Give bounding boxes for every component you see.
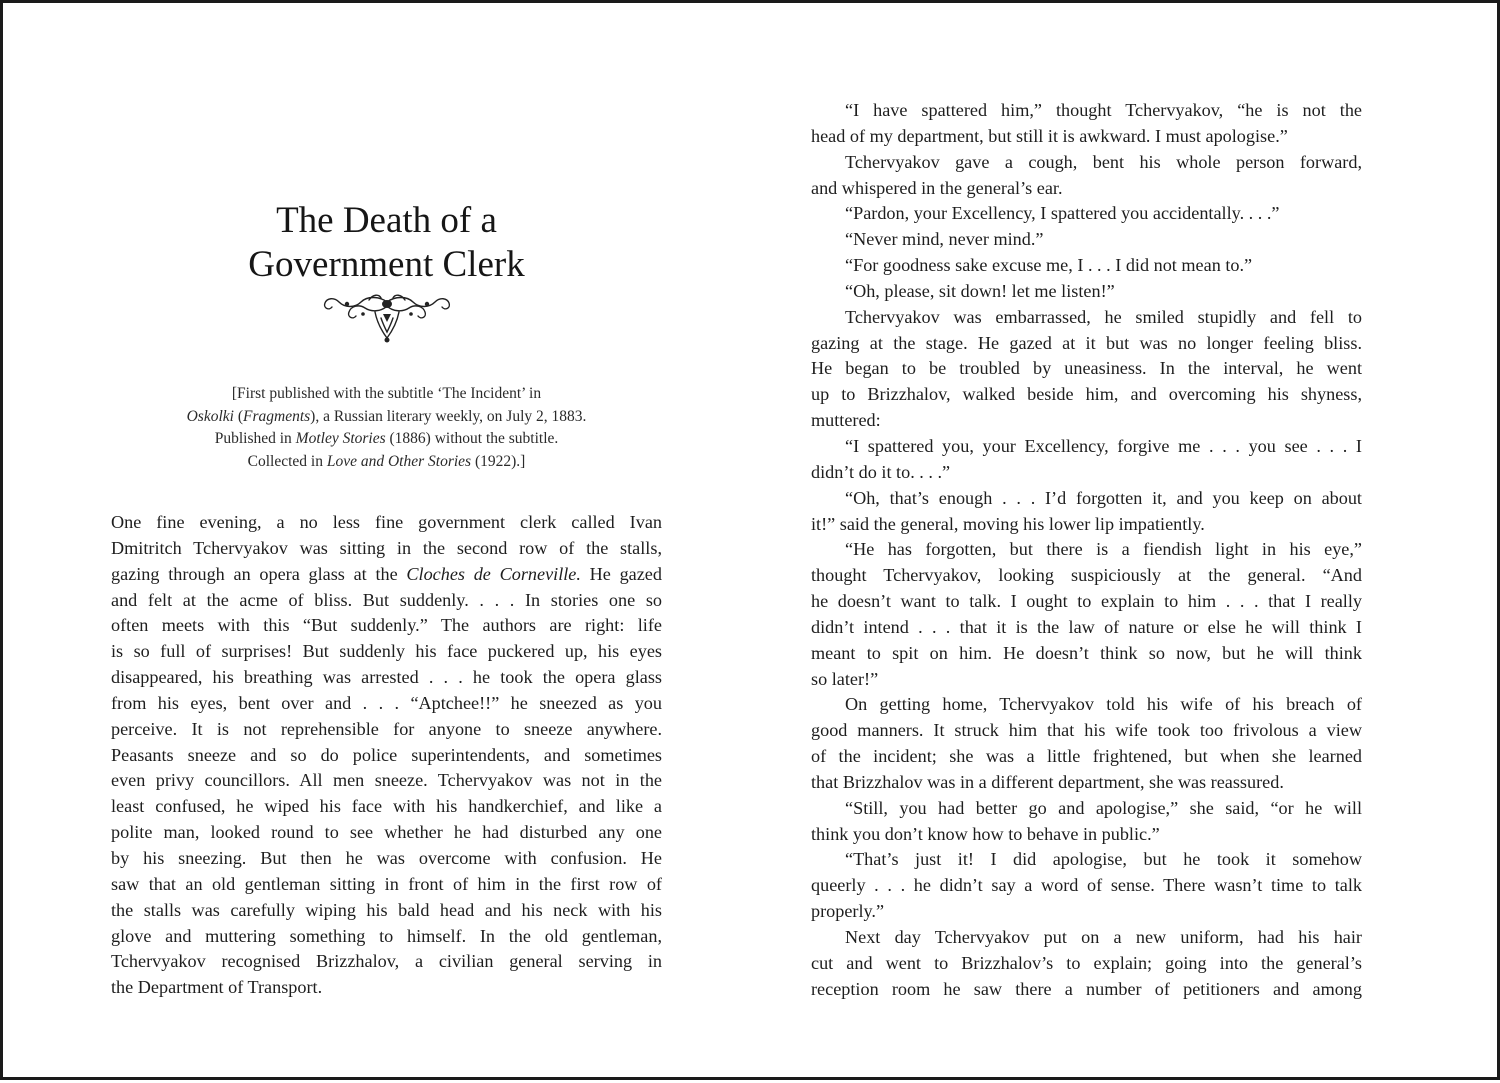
text-line: Dmitritch Tchervyakov was sitting in the second row of the stalls,	[111, 537, 662, 558]
text-line: Tchervyakov recognised Brizzhalov, a civilian general serving in	[111, 951, 662, 972]
text-line: “For goodness sake excuse me, I . . . I did not mean to.”	[845, 255, 1253, 276]
text-line: saw that an old gentleman sitting in front of him in the first row of	[111, 873, 662, 894]
text-line: reception room he saw there a number of petitioners and among	[811, 978, 1362, 999]
text-line: “That’s just it! I did apologise, but he took it somehow	[845, 849, 1362, 870]
text-line: that Brizzhalov was in a different department, she was reassured.	[811, 771, 1284, 792]
text-line: head of my department, but still it is awkward. I must apologise.”	[811, 125, 1288, 146]
note-text: Collected in	[247, 452, 327, 470]
story-title-line-2: Government Clerk	[248, 244, 525, 285]
text-line: least confused, he wiped his face with his handkerchief, and like a	[111, 796, 662, 817]
text-line: meant to spit on him. He doesn’t think so now, but he will think	[811, 642, 1362, 663]
note-line	[111, 428, 662, 451]
text-italic: Cloches de Corneville.	[406, 563, 581, 584]
text-line: Tchervyakov gave a cough, bent his whole person forward,	[845, 151, 1362, 172]
left-page	[111, 3, 662, 1083]
text-line: “I have spattered him,” thought Tchervyakov, “he is not the	[845, 100, 1362, 120]
publication-note	[111, 383, 662, 473]
text-line: think you don’t know how to behave in public.”	[811, 823, 1160, 844]
text-line: “Oh, please, sit down! let me listen!”	[845, 280, 1115, 301]
text-fragment: He gazed	[580, 563, 662, 584]
note-italic: Love and Other Stories	[326, 452, 472, 470]
text-line: the stalls was carefully wiping his bald head and his neck with his	[111, 899, 662, 920]
text-line: “He has forgotten, but there is a fiendish light in his eye,”	[845, 539, 1362, 560]
text-line: On getting home, Tchervyakov told his wife of his breach of	[845, 694, 1362, 715]
right-body-text	[811, 98, 1362, 1003]
text-line: often meets with this “But suddenly.” The authors are right: life	[111, 615, 662, 636]
text-line: muttered:	[811, 410, 881, 431]
note-text: (1922).]	[471, 452, 526, 470]
text-line: and felt at the acme of bliss. But suddenly. . . . In stories one so	[111, 589, 662, 610]
text-line: cut and went to Brizzhalov’s to explain; going into the general’s	[811, 952, 1362, 973]
text-line: good manners. It struck him that his wife took too frivolous a view	[811, 720, 1362, 741]
text-line: properly.”	[811, 901, 885, 922]
text-line: from his eyes, bent over and . . . “Aptchee!!” he sneezed as you	[111, 692, 662, 713]
text-line: disappeared, his breathing was arrested . . . he took the opera glass	[111, 667, 662, 688]
text-line: polite man, looked round to see whether he had disturbed any one	[111, 822, 662, 843]
text-line: Next day Tchervyakov put on a new uniform, had his hair	[845, 927, 1362, 947]
text-line: of the incident; she was a little frightened, but when she learned	[811, 746, 1362, 767]
text-line: He began to be troubled by uneasiness. In the interval, he went	[811, 358, 1362, 379]
note-italic: Motley Stories	[295, 430, 386, 447]
text-line: is so full of surprises! But suddenly his face puckered up, his eyes	[111, 641, 662, 662]
text-line: glove and muttering something to himself. In the old gentleman,	[111, 925, 662, 946]
left-body-text	[111, 510, 662, 1001]
note-text: (1886) without the subtitle.	[385, 430, 559, 447]
text-line: it!” said the general, moving his lower lip impatiently.	[811, 513, 1205, 534]
text-line: thought Tchervyakov, looking suspiciously at the general. “And	[811, 565, 1362, 586]
note-text: Published in	[214, 430, 296, 447]
text-line: didn’t intend . . . that it is the law of nature or else he will think I	[811, 616, 1362, 637]
note-line	[111, 406, 662, 429]
text-line: by his sneezing. But then he was overcome with confusion. He	[111, 847, 662, 868]
note-text: ), a Russian literary weekly, on July 2, 1883.	[310, 407, 587, 425]
note-text: (	[233, 407, 243, 425]
right-page	[811, 3, 1362, 1083]
note-italic: Oskolki	[186, 407, 234, 425]
note-text: [First published with the subtitle ‘The Incident’ in	[231, 385, 542, 402]
text-line: so later!”	[811, 668, 879, 689]
text-line	[111, 562, 662, 588]
text-line: and whispered in the general’s ear.	[811, 177, 1063, 198]
text-line: gazing at the stage. He gazed at it but was no longer feeling bliss.	[811, 332, 1362, 353]
text-line: perceive. It is not reprehensible for anyone to sneeze anywhere.	[111, 718, 662, 739]
story-title	[111, 199, 662, 287]
note-line	[111, 451, 662, 474]
text-line: didn’t do it to. . . .”	[811, 461, 951, 482]
text-line: Tchervyakov was embarrassed, he smiled stupidly and fell to	[845, 306, 1362, 327]
text-line: “Never mind, never mind.”	[845, 229, 1044, 250]
text-line: “Pardon, your Excellency, I spattered you accidentally. . . .”	[845, 203, 1280, 224]
note-italic: Fragments	[243, 407, 311, 425]
decorative-flourish-icon	[319, 292, 455, 344]
text-line: he doesn’t want to talk. I ought to explain to him . . . that I really	[811, 591, 1362, 612]
text-line: the Department of Transport.	[111, 977, 323, 998]
text-fragment: gazing through an opera glass at the	[111, 563, 407, 584]
note-line	[111, 383, 662, 406]
text-line: “Oh, that’s enough . . . I’d forgotten it, and you keep on about	[845, 487, 1362, 508]
text-line: Peasants sneeze and so do police superintendents, and sometimes	[111, 744, 662, 765]
text-line: queerly . . . he didn’t say a word of sense. There wasn’t time to talk	[811, 875, 1362, 896]
text-line: up to Brizzhalov, walked beside him, and overcoming his shyness,	[811, 384, 1362, 405]
text-line: even privy councillors. All men sneeze. Tchervyakov was not in the	[111, 770, 662, 791]
story-title-line-1: The Death of a	[276, 200, 497, 241]
text-line: “I spattered you, your Excellency, forgive me . . . you see . . . I	[845, 435, 1362, 456]
text-line: “Still, you had better go and apologise,” she said, “or he will	[845, 797, 1362, 818]
text-line: One fine evening, a no less fine government clerk called Ivan	[111, 512, 662, 532]
